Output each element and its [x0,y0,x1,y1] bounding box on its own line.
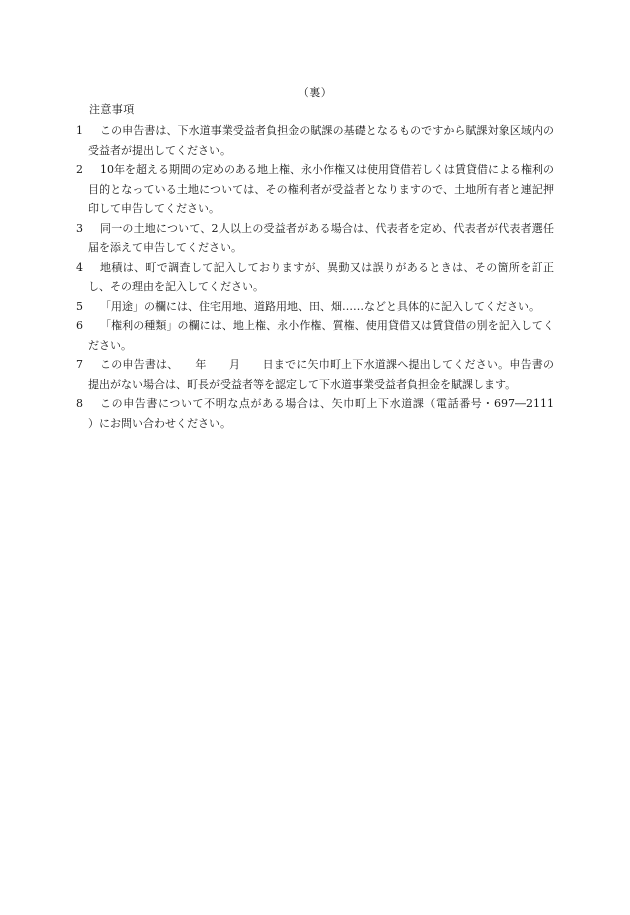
note-number: 3 [76,221,83,235]
note-item [76,160,554,219]
note-item [76,316,554,355]
note-text: 10年を超える期間の定めのある地上権、永小作権又は使用貸借若しくは賃貸借による権利の目的となっている土地については、その権利者が受益者となりますので、土地所有者と連記押印して申告してください。 [88,163,554,215]
note-number: 7 [76,358,83,371]
note-text: この申告書は、 年 月 日までに矢巾町上下水道課へ提出してください。申告書の提出がない場合は、町長が受益者等を認定して下水道事業受益者負担金を賦課します。 [88,358,554,391]
note-text: 同一の土地について、2人以上の受益者がある場合は、代表者を定め、代表者が代表者選任届を添えて申告してください。 [88,221,554,254]
note-text: この申告書について不明な点がある場合は、矢巾町上下水道課（電話番号・697―2111 ）にお問い合わせください。 [88,397,598,430]
note-number: 5 [76,299,83,313]
note-number: 1 [76,124,83,137]
page-side-mark: （裏） [297,86,333,99]
note-text: この申告書は、下水道事業受益者負担金の賦課の基礎となるものですから賦課対象区域内の受益者が提出してください。 [88,124,554,157]
note-item [76,121,554,160]
notes-list [76,121,598,433]
note-number: 2 [76,163,83,176]
note-item [76,258,554,297]
note-item [76,355,554,394]
note-number: 8 [76,397,83,410]
note-text: 地積は、町で調査して記入しておりますが、異動又は誤りがあるときは、その箇所を訂正し、その理由を記入してください。 [88,260,554,293]
note-item [76,297,554,317]
note-text: 「権利の種類」の欄には、地上権、永小作権、質権、使用貸借又は賃貸借の別を記入してください。 [88,319,554,352]
note-number: 6 [76,319,83,332]
note-item [76,219,554,258]
note-number: 4 [76,260,83,274]
section-title: 注意事項 [89,103,135,116]
note-text: 「用途」の欄には、住宅用地、道路用地、田、畑……などと具体的に記入してください。 [100,299,540,313]
note-item [76,394,598,433]
